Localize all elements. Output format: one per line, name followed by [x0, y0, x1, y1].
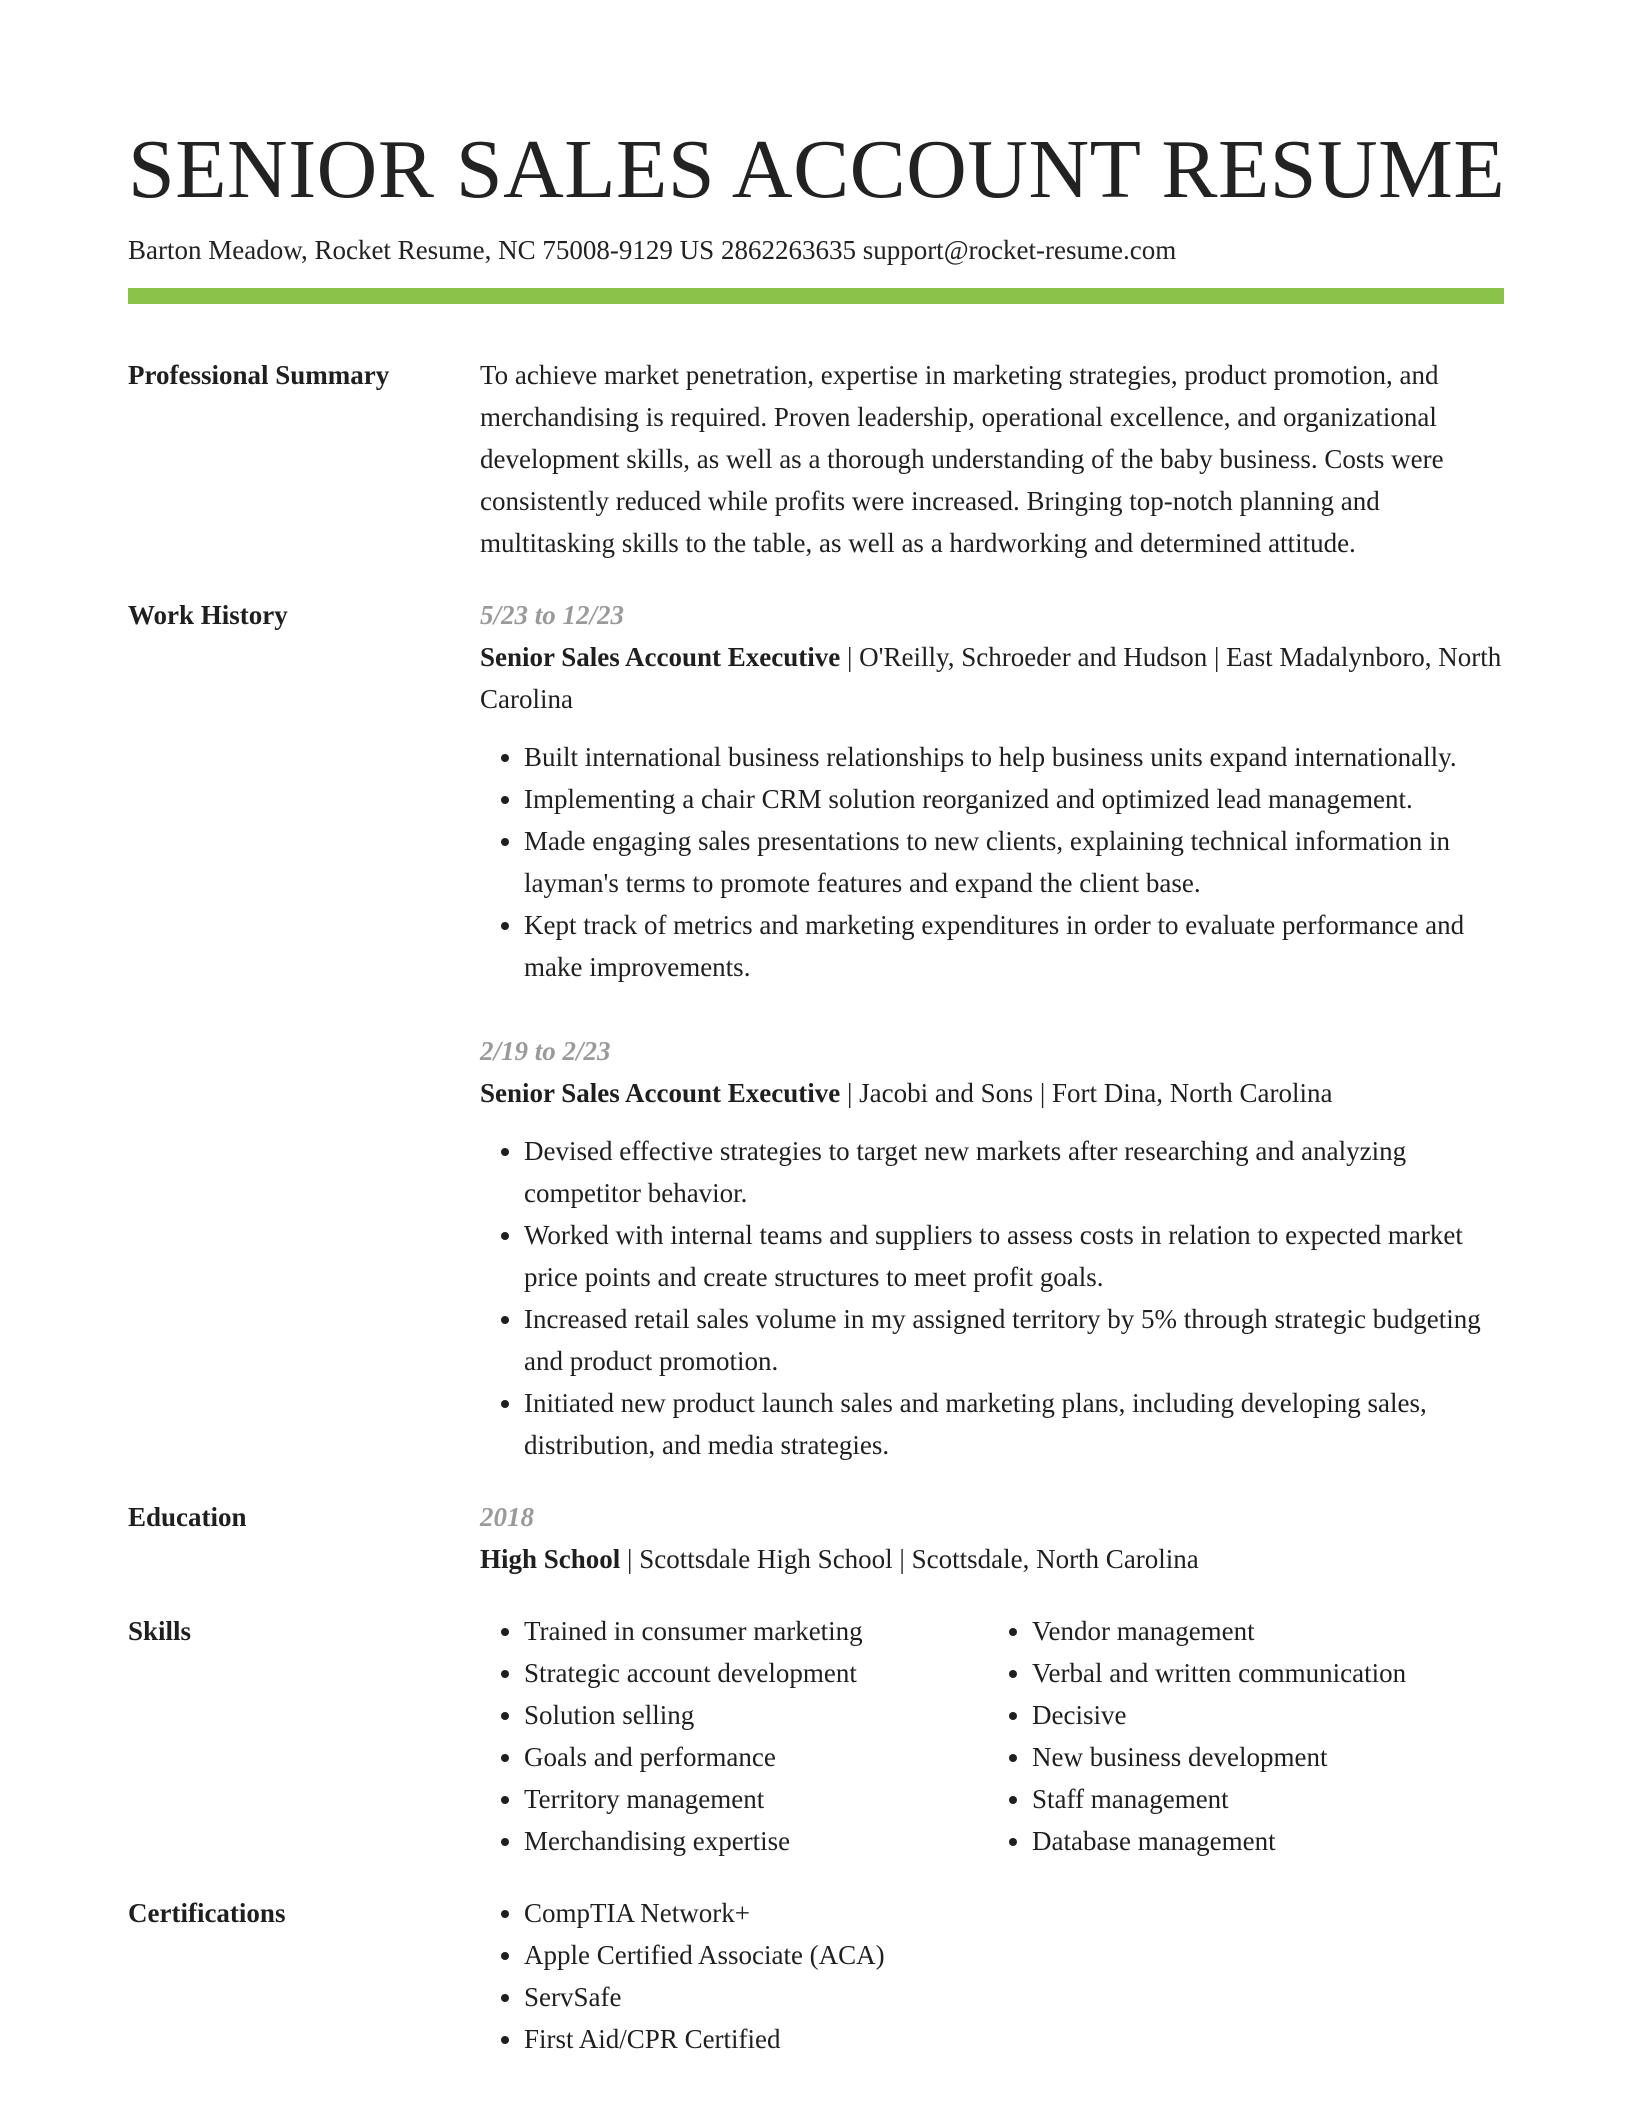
list-item: • Implementing a chair CRM solution reorganized and optimized lead management.: [524, 778, 1504, 820]
education-year: 2018: [480, 1502, 534, 1532]
list-item: • Made engaging sales presentations to new clients, explaining technical information in layman's terms to promote features and expand the client base.: [524, 820, 1504, 904]
job-details: | Jacobi and Sons | Fort Dina, North Carolina: [840, 1078, 1333, 1108]
job-bullets: [480, 1130, 1504, 1466]
education-body: [480, 1496, 1504, 1580]
certifications-section: [128, 1892, 1504, 2060]
job-entry: [480, 594, 1504, 988]
contact-line: [128, 232, 1504, 268]
summary-label: Professional Summary: [128, 360, 390, 390]
list-item: • New business development: [1032, 1736, 1504, 1778]
education-degree: High School: [480, 1544, 621, 1574]
list-item: • Devised effective strategies to target new markets after researching and analyzing competitor behavior.: [524, 1130, 1504, 1214]
resume-title: SENIOR SALES ACCOUNT RESUME: [128, 123, 1506, 216]
list-item: • ServSafe: [524, 1976, 1504, 2018]
certifications-label: Certifications: [128, 1898, 286, 1928]
list-item: • Initiated new product launch sales and marketing plans, including developing sales, distribution, and media strategies.: [524, 1382, 1504, 1466]
list-item: • Merchandising expertise: [524, 1820, 984, 1862]
job-heading: [480, 1072, 1504, 1114]
education-details: | Scottsdale High School | Scottsdale, North Carolina: [620, 1544, 1199, 1574]
list-item: • Verbal and written communication: [1032, 1652, 1504, 1694]
list-item: • Territory management: [524, 1778, 984, 1820]
list-item: • Apple Certified Associate (ACA): [524, 1934, 1504, 1976]
list-item: • First Aid/CPR Certified: [524, 2018, 1504, 2060]
education-section: [128, 1496, 1504, 1580]
list-item: • Kept track of metrics and marketing expenditures in order to evaluate performance and make improvements.: [524, 904, 1504, 988]
certifications-list: [480, 1892, 1504, 2060]
list-item: • CompTIA Network+: [524, 1892, 1504, 1934]
summary-section: [128, 354, 1504, 564]
work-history-label: Work History: [128, 600, 288, 630]
certifications-body: [480, 1892, 1504, 2060]
contact-email: support@rocket-resume.com: [862, 235, 1177, 265]
list-item: • Database management: [1032, 1820, 1504, 1862]
job-dates: 5/23 to 12/23: [480, 600, 625, 630]
skills-section: [128, 1610, 1504, 1862]
job-entry: [480, 1030, 1504, 1466]
summary-text: To achieve market penetration, expertise in marketing strategies, product promotion, and merchandising is required. Proven leadership, operational excellence, and organizational development skills, as well as a thorough understanding of the baby business. Costs were consistently reduced while profits were increased. Bringing top-notch planning and multitasking skills to the table, as well as a hardworking and determined attitude.: [480, 360, 1444, 558]
list-item: • Trained in consumer marketing: [524, 1610, 984, 1652]
list-item: • Increased retail sales volume in my assigned territory by 5% through strategic budgeting and product promotion.: [524, 1298, 1504, 1382]
work-history-body: [480, 594, 1504, 1466]
contact-address: Barton Meadow, Rocket Resume, NC 75008-9129 US: [128, 235, 721, 265]
education-heading: [480, 1538, 1504, 1580]
skills-column-2: [984, 1610, 1504, 1862]
list-item: • Built international business relationships to help business units expand internationally.: [524, 736, 1504, 778]
list-item: • Staff management: [1032, 1778, 1504, 1820]
list-item: • Strategic account development: [524, 1652, 984, 1694]
skills-body: [480, 1610, 1504, 1862]
resume-page: [128, 0, 1504, 2060]
skills-label: Skills: [128, 1616, 192, 1646]
job-heading: [480, 636, 1504, 720]
job-bullets: [480, 736, 1504, 988]
accent-divider: [128, 288, 1504, 304]
contact-phone: 2862263635: [720, 235, 863, 265]
job-title: Senior Sales Account Executive: [480, 1078, 841, 1108]
skills-column-1: [480, 1610, 984, 1862]
education-label: Education: [128, 1502, 247, 1532]
list-item: • Decisive: [1032, 1694, 1504, 1736]
list-item: • Goals and performance: [524, 1736, 984, 1778]
job-details: | O'Reilly, Schroeder and Hudson | East Madalynboro, North Carolina: [480, 642, 1502, 714]
list-item: • Vendor management: [1032, 1610, 1504, 1652]
list-item: • Solution selling: [524, 1694, 984, 1736]
work-history-section: [128, 594, 1504, 1466]
job-title: Senior Sales Account Executive: [480, 642, 841, 672]
job-dates: 2/19 to 2/23: [480, 1036, 611, 1066]
list-item: • Worked with internal teams and suppliers to assess costs in relation to expected market price points and create structures to meet profit goals.: [524, 1214, 1504, 1298]
